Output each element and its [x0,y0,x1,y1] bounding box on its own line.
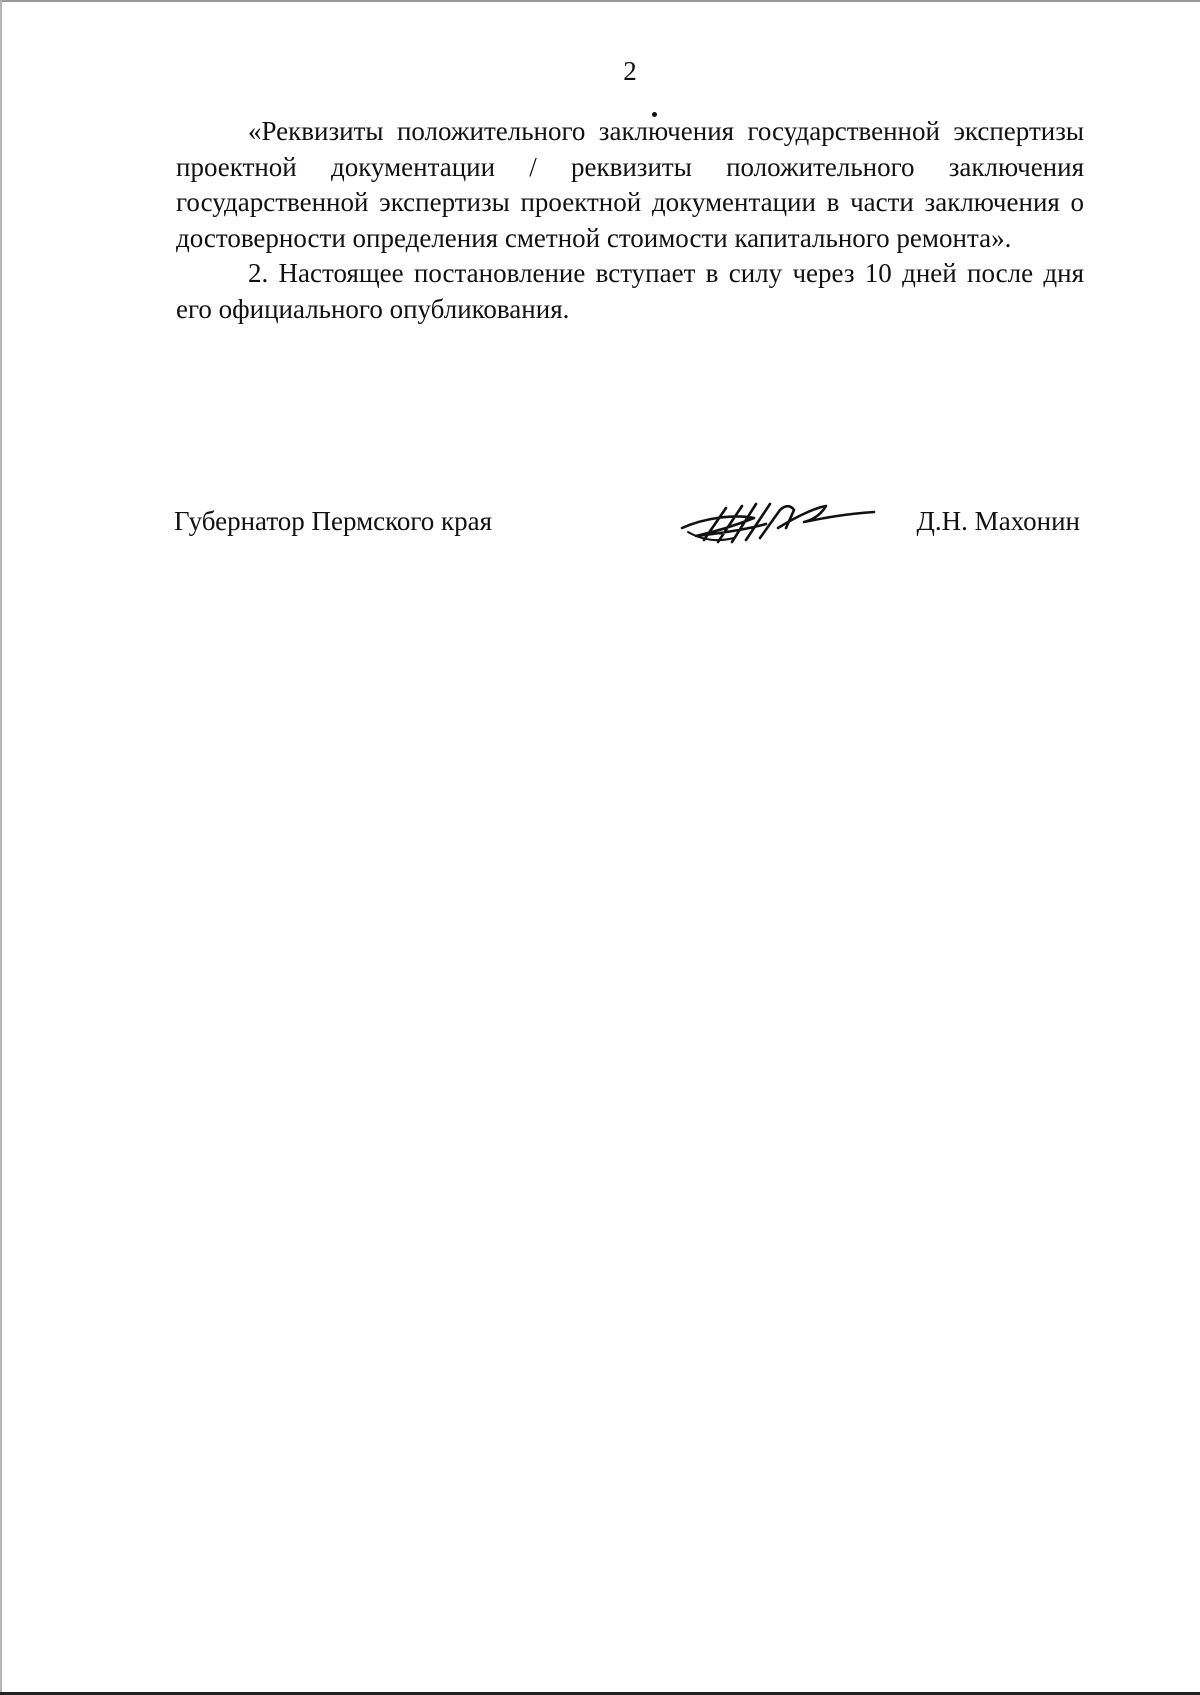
document-body [176,114,1084,327]
paragraph-requisites: «Реквизиты положительного заключения государственной экспертизы проектной документации / реквизиты положительного заключения государственной экспертизы проектной документации в части заключения о достоверности определения сметной стоимости капитального ремонта». [176,116,1084,253]
handwritten-signature [674,488,884,558]
page-number: 2 [623,56,637,86]
signature-block [174,500,1086,560]
scan-edge-left [0,0,2,1695]
scan-edge-top [0,0,1200,2]
signer-title: Губернатор Пермского края [174,506,493,536]
paragraph-effective-date: 2. Настоящее постановление вступает в силу через 10 дней после дня его официального опубликования. [176,258,1084,324]
signer-name: Д.Н. Махонин [916,506,1080,536]
